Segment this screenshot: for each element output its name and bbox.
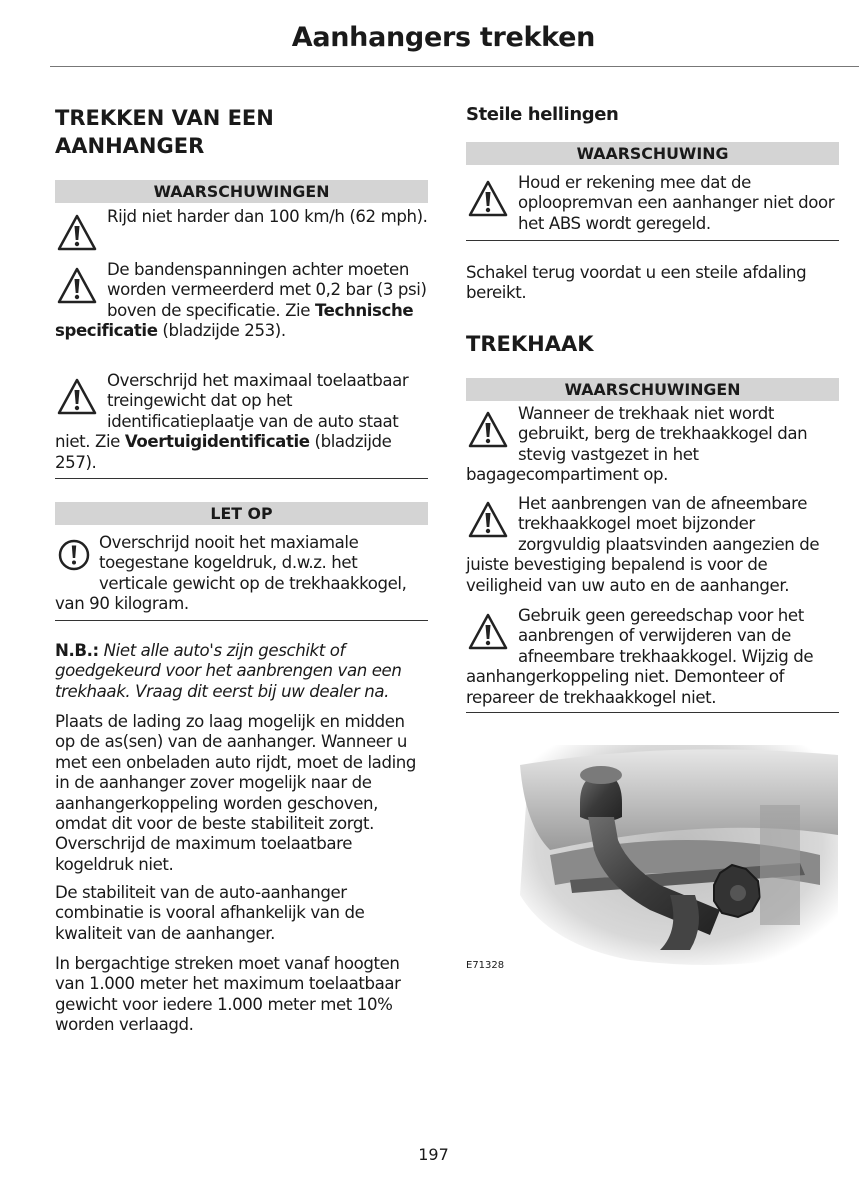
note-label: N.B.: — [55, 641, 99, 660]
title-divider — [50, 66, 859, 67]
warning-text: Houd er rekening mee dat de oploopremvan een aanhanger niet door het ABS wordt geregeld. — [518, 173, 835, 233]
subheading-steile-hellingen: Steile hellingen — [466, 104, 619, 125]
warning-item — [466, 606, 839, 708]
page-reference: (bladzijde 257). — [55, 432, 392, 472]
section-divider — [55, 620, 428, 621]
warning-item — [55, 371, 428, 473]
page-title: Aanhangers trekken — [291, 22, 595, 53]
warning-triangle-icon — [468, 612, 508, 654]
note-paragraph — [55, 641, 428, 702]
figure-label: E71328 — [466, 960, 505, 971]
section-heading-trekken — [55, 104, 274, 160]
cross-reference-link[interactable]: Voertuigidentificatie — [124, 432, 310, 452]
warning-text: Het aanbrengen van de afneembare trekhaakkogel moet bijzonder zorgvuldig plaatsvinden aangezien de juiste bevestiging bepalend is voor de veiligheid van uw auto en de aanhanger. — [466, 494, 820, 595]
note-text: Niet alle auto's zijn geschikt of goedgekeurd voor het aanbrengen van een trekhaak. Vraag dit eerst bij uw dealer na. — [55, 641, 402, 701]
caution-item — [55, 533, 428, 615]
tow-hitch-photo — [510, 745, 838, 975]
warning-triangle-icon — [57, 266, 97, 308]
warning-text: Gebruik geen gereedschap voor het aanbrengen of verwijderen van de afneembare trekhaakkogel. Wijzig de aanhangerkoppeling niet. Demonteer of repareer de trekhaakkogel niet. — [466, 606, 814, 707]
warnings-header: WAARSCHUWINGEN — [466, 378, 839, 401]
body-paragraph: Plaats de lading zo laag mogelijk en midden op de as(sen) van de aanhanger. Wanneer u met een onbeladen auto rijdt, moet de lading in de aanhanger zover mogelijk naar de aanhangerkoppeling worden geschoven, omdat dit voor de beste stabiliteit zorgt. Overschrijd de maximum toelaatbare kogeldruk niet. — [55, 712, 417, 874]
heading-line-2: AANHANGER — [55, 134, 205, 158]
section-heading-trekhaak: TREKHAAK — [466, 332, 594, 356]
warning-text: Overschrijd het maximaal toelaatbaar treingewicht dat op het identificatieplaatje van de auto staat niet. Zie — [55, 371, 409, 452]
warning-triangle-icon — [57, 213, 97, 255]
warning-text: Rijd niet harder dan 100 km/h (62 mph). — [107, 207, 428, 226]
body-paragraph: Schakel terug voordat u een steile afdaling bereikt. — [466, 263, 807, 303]
page-reference: (bladzijde 253). — [157, 321, 286, 341]
body-paragraph: De stabiliteit van de auto-aanhanger combinatie is vooral afhankelijk van de kwaliteit van de aanhanger. — [55, 883, 365, 943]
caution-exclamation-icon — [57, 538, 91, 572]
caution-text: Overschrijd nooit het maxiamale toegestane kogeldruk, d.w.z. het verticale gewicht op de trekhaakkogel, van 90 kilogram. — [55, 533, 407, 614]
caution-header: LET OP — [55, 502, 428, 525]
warnings-header: WAARSCHUWINGEN — [55, 180, 428, 203]
warning-item — [466, 173, 839, 234]
cross-reference-link[interactable]: Technische specificatie — [55, 300, 414, 341]
warning-triangle-icon — [468, 410, 508, 452]
section-divider — [55, 478, 428, 479]
warning-header: WAARSCHUWING — [466, 142, 839, 165]
section-divider — [466, 240, 839, 241]
warning-item — [466, 494, 839, 596]
page-number: 197 — [418, 1145, 449, 1164]
warning-triangle-icon — [468, 500, 508, 542]
warning-item — [55, 207, 428, 257]
warning-item — [466, 404, 839, 486]
warning-triangle-icon — [57, 377, 97, 419]
warning-item — [55, 260, 428, 342]
warning-triangle-icon — [468, 179, 508, 221]
heading-line-1: TREKKEN VAN EEN — [55, 106, 274, 130]
warning-text: Wanneer de trekhaak niet wordt gebruikt, berg de trekhaakkogel dan stevig vastgezet in het bagagecompartiment op. — [466, 404, 808, 485]
warning-text: De bandenspanningen achter moeten worden vermeerderd met 0,2 bar (3 psi) boven de specificatie. Zie — [107, 260, 427, 320]
body-paragraph: In bergachtige streken moet vanaf hoogten van 1.000 meter het maximum toelaatbaar gewicht voor iedere 1.000 meter met 10% worden verlaagd. — [55, 954, 401, 1035]
section-divider — [466, 712, 839, 713]
